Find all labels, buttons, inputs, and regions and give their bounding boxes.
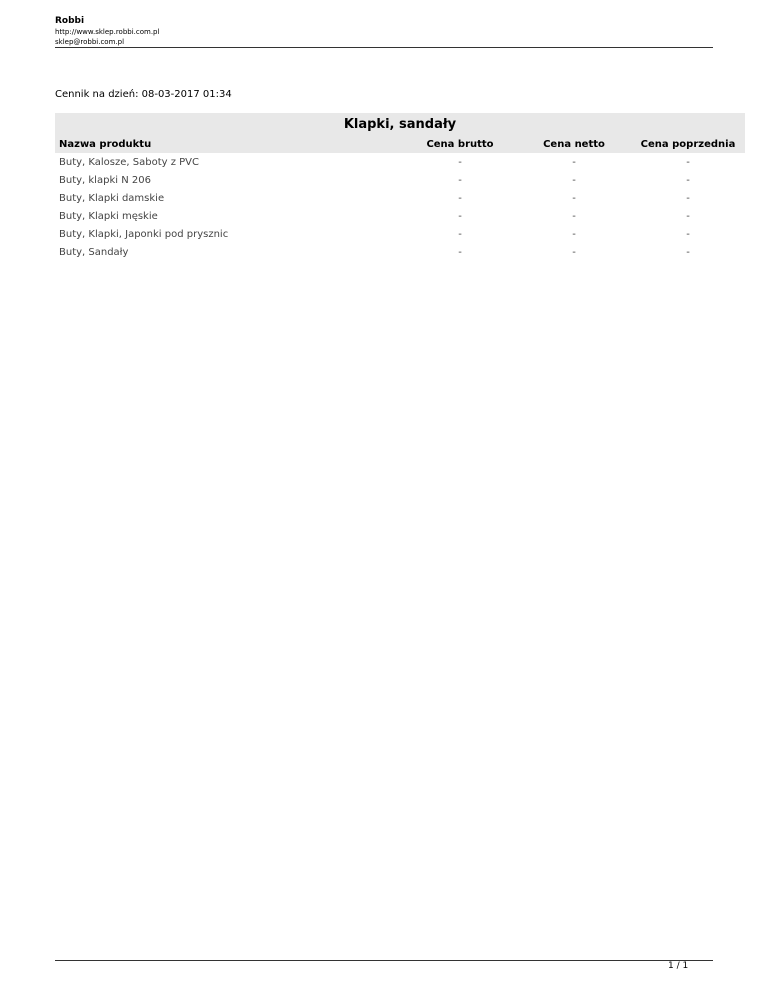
net-price: -: [572, 174, 576, 186]
footer-divider: [55, 960, 713, 961]
gross-price: -: [458, 228, 462, 240]
net-price: -: [572, 192, 576, 204]
header-divider: [55, 47, 713, 48]
gross-price: -: [458, 246, 462, 258]
net-price: -: [572, 228, 576, 240]
gross-price: -: [458, 156, 462, 168]
product-name: Buty, Sandały: [59, 246, 129, 258]
gross-price: -: [458, 174, 462, 186]
table-row: [55, 153, 745, 171]
page-number: 1 / 1: [668, 961, 689, 971]
gross-price: -: [458, 192, 462, 204]
table-row: [55, 189, 745, 207]
previous-price: -: [686, 246, 690, 258]
net-price: -: [572, 246, 576, 258]
previous-price: -: [686, 210, 690, 222]
net-price: -: [572, 156, 576, 168]
table-row: [55, 207, 745, 225]
product-name: Buty, klapki N 206: [59, 174, 151, 186]
price-list-date: Cennik na dzień: 08-03-2017 01:34: [55, 89, 232, 100]
table-row: [55, 171, 745, 189]
column-header-gross: Cena brutto: [426, 138, 494, 150]
company-header: [55, 15, 713, 47]
category-title: Klapki, sandały: [55, 113, 745, 135]
previous-price: -: [686, 228, 690, 240]
column-header-previous: Cena poprzednia: [640, 138, 736, 150]
previous-price: -: [686, 192, 690, 204]
table-row: [55, 243, 745, 261]
company-email: sklep@robbi.com.pl: [55, 38, 125, 46]
product-name: Buty, Klapki, Japonki pod prysznic: [59, 228, 229, 240]
product-name: Buty, Kalosze, Saboty z PVC: [59, 156, 200, 168]
table-header-row: [55, 135, 745, 153]
previous-price: -: [686, 156, 690, 168]
column-header-net: Cena netto: [543, 138, 605, 150]
net-price: -: [572, 210, 576, 222]
company-name: Robbi: [55, 16, 85, 26]
product-name: Buty, Klapki damskie: [59, 192, 165, 204]
table-row: [55, 225, 745, 243]
company-website: http://www.sklep.robbi.com.pl: [55, 28, 160, 36]
price-table: [55, 135, 745, 261]
column-header-name: Nazwa produktu: [59, 138, 152, 150]
price-list-section: [55, 113, 745, 261]
gross-price: -: [458, 210, 462, 222]
product-name: Buty, Klapki męskie: [59, 210, 158, 222]
previous-price: -: [686, 174, 690, 186]
